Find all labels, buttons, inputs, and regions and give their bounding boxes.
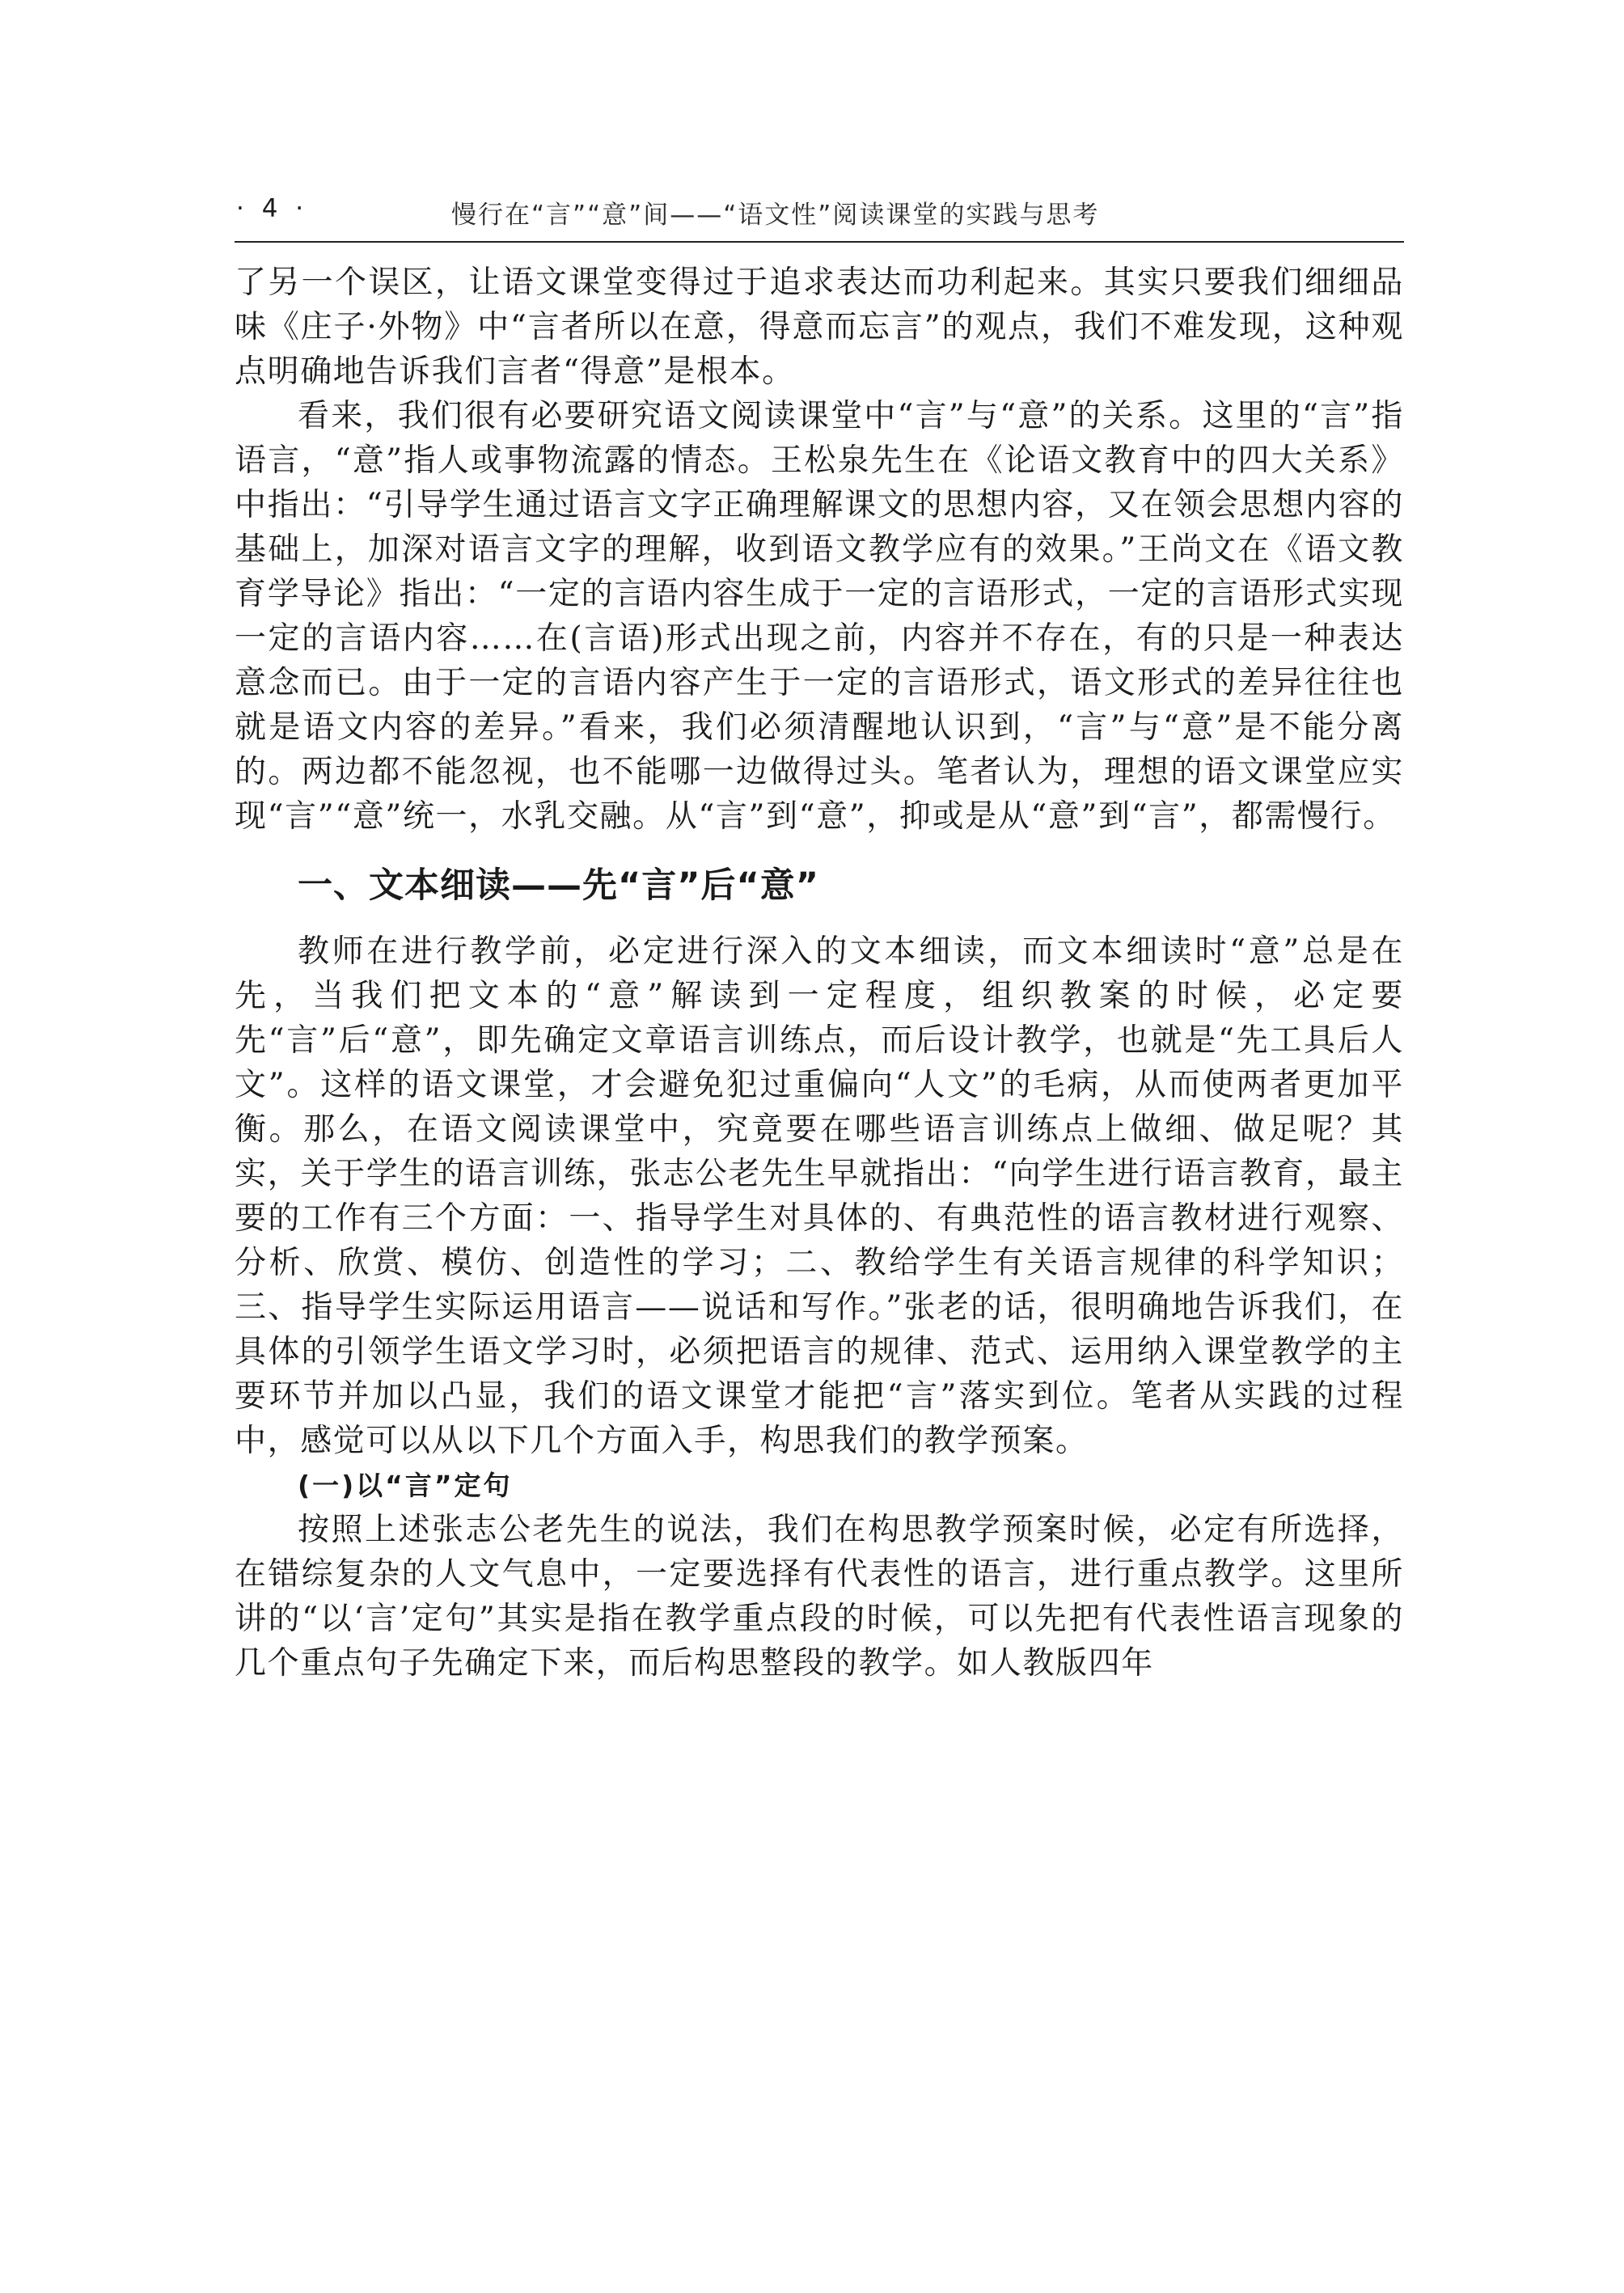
running-title: 慢行在“言”“意”间——“语文性”阅读课堂的实践与思考 (451, 201, 1100, 230)
page-number: · 4 · (236, 194, 309, 223)
section-paragraph: 教师在进行教学前，必定进行深入的文本细读，而文本细读时“意”总是在先，当我们把文本的“意”解读到一定程度，组织教案的时候，必定要先“言”后“意”，即先确定文章语言训练点，而后设计教学，也就是“先工具后人文”。这样的语文课堂，才会避免犯过重偏向“人文”的毛病，从而使两者更加平衡。那么，在语文阅读课堂中，究竟要在哪些语言训练点上做细、做足呢？其实，关于学生的语言训练，张志公老先生早就指出：“向学生进行语言教育，最主要的工作有三个方面：一、指导学生对具体的、有典范性的语言教材进行观察、分析、欣赏、模仿、创造性的学习；二、教给学生有关语言规律的科学知识；三、指导学生实际运用语言——说话和写作。”张老的话，很明确地告诉我们，在具体的引领学生语文学习时，必须把语言的规律、范式、运用纳入课堂教学的主要环节并加以凸显，我们的语文课堂才能把“言”落实到位。笔者从实践的过程中，感觉可以从以下几个方面入手，构思我们的教学预案。 (235, 933, 1404, 1459)
subsection-paragraph: 按照上述张志公老先生的说法，我们在构思教学预案时候，必定有所选择，在错综复杂的人文气息中，一定要选择有代表性的语言，进行重点教学。这里所讲的“以‘言’定句”其实是指在教学重点段的时候，可以先把有代表性语言现象的几个重点句子先确定下来，而后构思整段的教学。如人教版四年 (235, 1512, 1404, 1682)
body-paragraph: 看来，我们很有必要研究语文阅读课堂中“言”与“意”的关系。这里的“言”指语言，“意”指人或事物流露的情态。王松泉先生在《论语文教育中的四大关系》中指出：“引导学生通过语言文字正确理解课文的思想内容，又在领会思想内容的基础上，加深对语言文字的理解，收到语文教学应有的效果。”王尚文在《语文教育学导论》指出：“一定的言语内容生成于一定的言语形式，一定的言语形式实现一定的言语内容……在(言语)形式出现之前，内容并不存在，有的只是一种表达意念而已。由于一定的言语内容产生于一定的言语形式，语文形式的差异往往也就是语文内容的差异。”看来，我们必须清醒地认识到，“言”与“意”是不能分离的。两边都不能忽视，也不能哪一边做得过头。笔者认为，理想的语文课堂应实现“言”“意”统一，水乳交融。从“言”到“意”，抑或是从“意”到“言”，都需慢行。 (235, 398, 1404, 835)
subsection-heading: (一)以“言”定句 (298, 1470, 513, 1501)
page-header (235, 191, 1404, 243)
section-heading: 一、文本细读——先“言”后“意” (298, 865, 820, 906)
body-paragraph-continued: 了另一个误区，让语文课堂变得过于追求表达而功利起来。其实只要我们细细品味《庄子·外物》中“言者所以在意，得意而忘言”的观点，我们不难发现，这种观点明确地告诉我们言者“得意”是根本。 (235, 264, 1404, 390)
page-content (235, 260, 1404, 1686)
